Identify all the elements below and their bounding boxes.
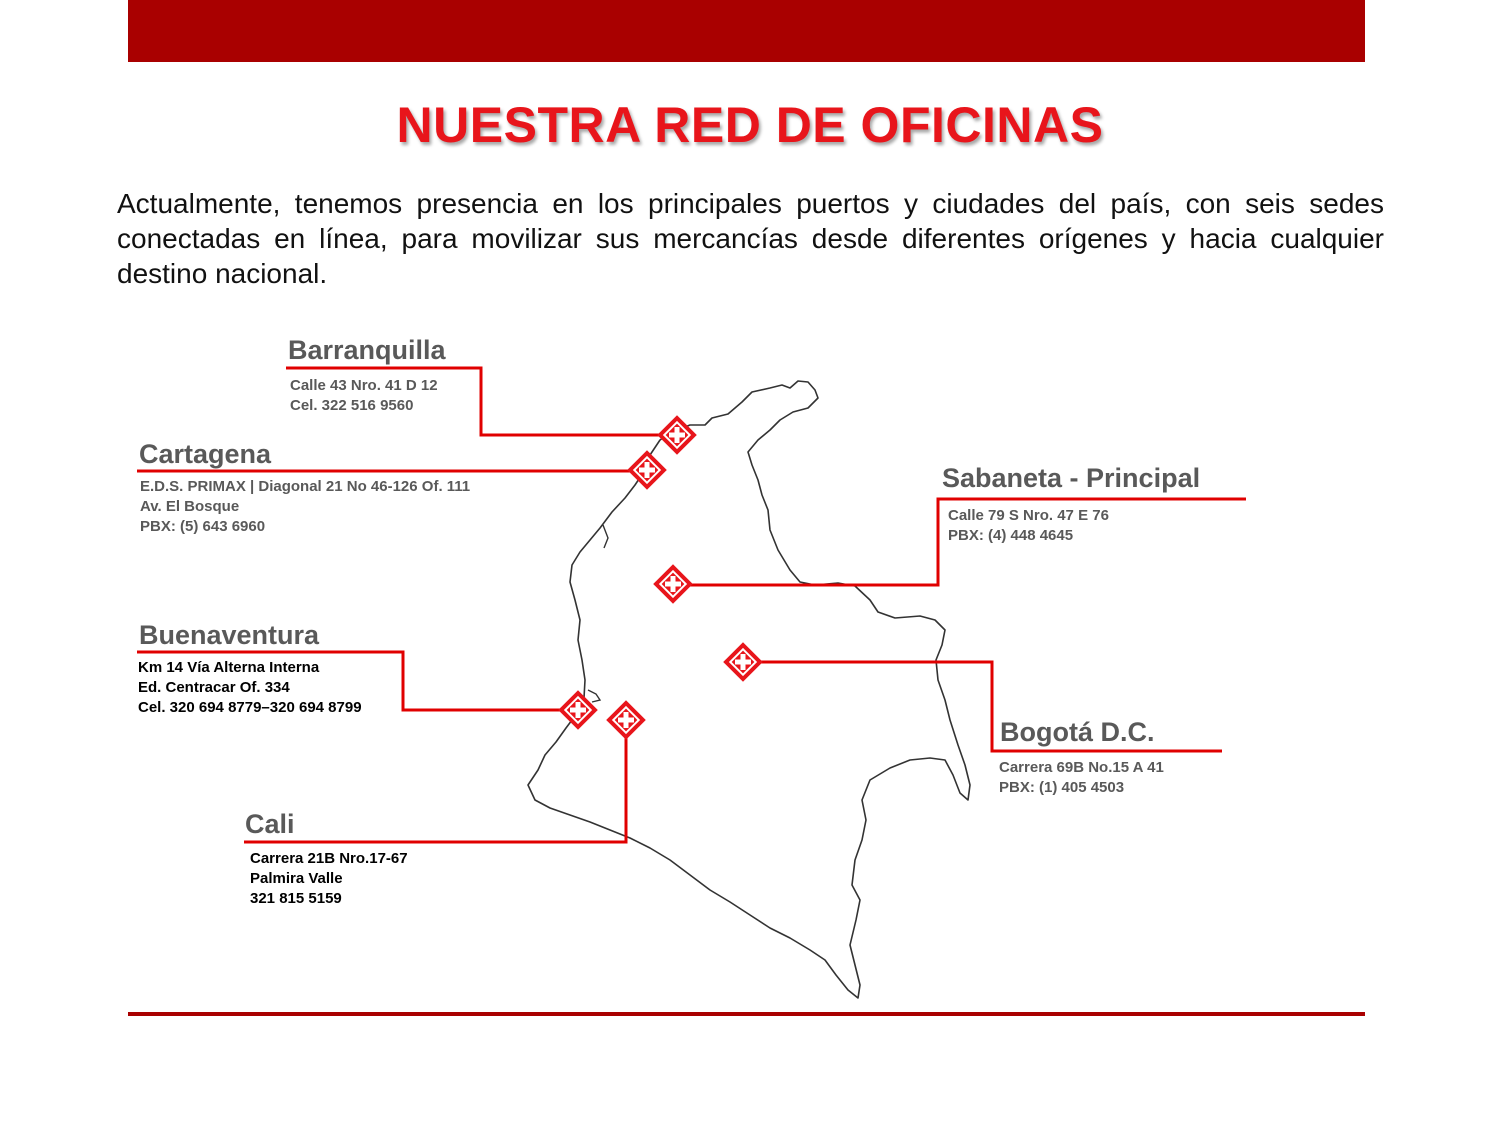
address-line: Cel. 322 516 9560 — [290, 397, 414, 414]
address-line: E.D.S. PRIMAX | Diagonal 21 No 46-126 Of. 111 — [140, 478, 471, 495]
address-line: Ed. Centracar Of. 334 — [138, 679, 290, 696]
city-label-cartagena: Cartagena — [139, 439, 272, 469]
marker-cali[interactable] — [606, 700, 646, 740]
red-diamond-cross-icon — [653, 564, 693, 604]
red-diamond-cross-icon — [657, 415, 697, 455]
address-line: Km 14 Vía Alterna Interna — [138, 659, 320, 676]
address-line: PBX: (5) 643 6960 — [140, 518, 266, 535]
address-line: PBX: (1) 405 4503 — [999, 779, 1125, 796]
northeast-peninsula-detail — [603, 525, 608, 548]
marker-buenaventura[interactable] — [558, 690, 598, 730]
address-line: Carrera 21B Nro.17-67 — [250, 850, 408, 867]
address-line: Palmira Valle — [250, 870, 343, 887]
city-label-bogota: Bogotá D.C. — [1000, 717, 1155, 747]
buenaventura-bay-detail — [588, 690, 600, 702]
address-block-bogota — [999, 758, 1164, 798]
red-diamond-cross-icon — [606, 700, 646, 740]
city-label-buenaventura: Buenaventura — [139, 620, 320, 650]
address-block-sabaneta — [948, 506, 1109, 546]
marker-cartagena[interactable] — [627, 450, 667, 490]
address-block-barranquilla — [290, 376, 438, 416]
colombia-outline — [528, 381, 970, 998]
marker-barranquilla[interactable] — [657, 415, 697, 455]
address-block-buenaventura — [138, 658, 362, 718]
footer-rule — [128, 1012, 1365, 1016]
address-line: Calle 43 Nro. 41 D 12 — [290, 377, 438, 394]
city-label-barranquilla: Barranquilla — [288, 335, 446, 365]
connector-line-cali — [244, 737, 626, 842]
address-block-cartagena — [140, 477, 470, 537]
address-line: Calle 79 S Nro. 47 E 76 — [948, 507, 1109, 524]
intro-paragraph: Actualmente, tenemos presencia en los principales puertos y ciudades del país, con seis sedes conectadas en línea, para movilizar sus mercancías desde diferentes orígenes y hacia cualquier destino nacional. — [117, 188, 1384, 289]
red-diamond-cross-icon — [627, 450, 667, 490]
marker-sabaneta[interactable] — [653, 564, 693, 604]
red-diamond-cross-icon — [558, 690, 598, 730]
page-title: NUESTRA RED DE OFICINAS — [396, 97, 1104, 153]
marker-bogota[interactable] — [723, 642, 763, 682]
address-block-cali — [250, 849, 408, 909]
city-label-cali: Cali — [245, 809, 295, 839]
address-line: 321 815 5159 — [250, 890, 342, 907]
address-line: Carrera 69B No.15 A 41 — [999, 759, 1164, 776]
address-line: Cel. 320 694 8779–320 694 8799 — [138, 699, 362, 716]
address-line: Av. El Bosque — [140, 498, 240, 515]
city-label-sabaneta: Sabaneta - Principal — [942, 463, 1201, 493]
address-line: PBX: (4) 448 4645 — [948, 527, 1074, 544]
red-diamond-cross-icon — [723, 642, 763, 682]
